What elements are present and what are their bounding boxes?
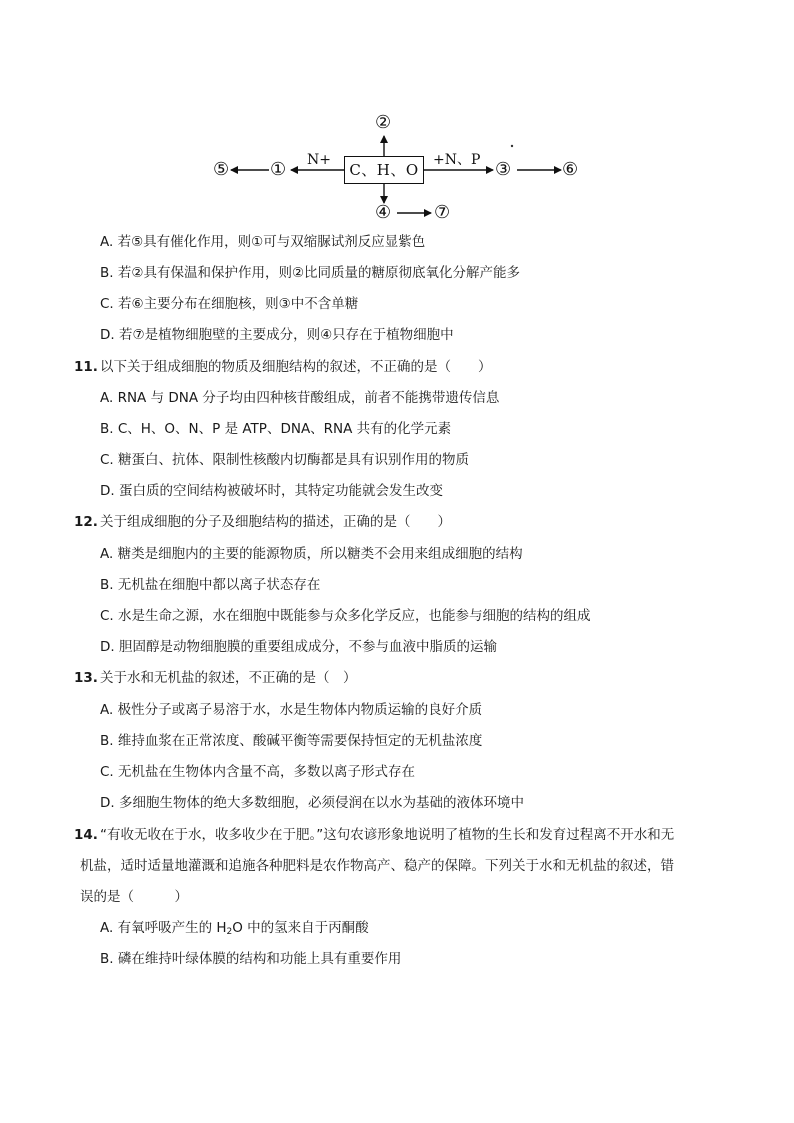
node-1: ① [270,159,287,180]
q13-stem: 关于水和无机盐的叙述，不正确的是（ ） [100,670,357,686]
q10-option-c: C. 若⑥主要分布在细胞核，则③中不含单糖 [100,296,359,312]
q11-option-a: A. RNA 与 DNA 分子均由四种核苷酸组成，前者不能携带遗传信息 [100,390,500,406]
q14-option-a-pre: A. 有氧呼吸产生的 H [100,920,227,936]
q11-number: 11. [74,359,98,375]
q14-option-a-post: O 中的氢来自于丙酮酸 [232,920,369,936]
q14-stem-line-1: “有收无收在于水，收多收少在于肥。”这句农谚形象地说明了植物的生长和发育过程离不开水和无 [100,827,675,843]
q13-option-d: D. 多细胞生物体的绝大多数细胞，必须侵润在以水为基础的液体环境中 [100,795,524,811]
q11-option-c: C. 糖蛋白、抗体、限制性核酸内切酶都是具有识别作用的物质 [100,452,470,468]
label-n-plus: N+ [307,152,331,168]
node-3: ③ [495,159,512,180]
center-box-cho [344,156,424,184]
q13-number: 13. [74,670,98,686]
q10-option-a: A. 若⑤具有催化作用，则①可与双缩脲试剂反应显紫色 [100,234,426,250]
stray-mark [511,145,513,147]
q12-option-a: A. 糖类是细胞内的主要的能源物质，所以糖类不会用来组成细胞的结构 [100,546,523,562]
q10-option-d: D. 若⑦是植物细胞壁的主要成分，则④只存在于植物细胞中 [100,327,454,343]
node-4: ④ [375,202,392,223]
q12-stem: 关于组成细胞的分子及细胞结构的描述，正确的是（ ） [100,514,451,530]
q14-option-b: B. 磷在维持叶绿体膜的结构和功能上具有重要作用 [100,951,402,967]
center-box-text: C、H、O [349,160,419,179]
node-2: ② [375,112,392,133]
label-plus-n-p: +N、P [433,152,481,168]
q13-option-c: C. 无机盐在生物体内含量不高，多数以离子形式存在 [100,764,416,780]
q11-stem: 以下关于组成细胞的物质及细胞结构的叙述，不正确的是（ ） [100,359,492,375]
q12-number: 12. [74,514,98,530]
node-5: ⑤ [213,159,230,180]
q14-option-a-subscript: 2 [226,927,233,937]
element-conversion-diagram [205,108,590,230]
q13-option-b: B. 维持血浆在正常浓度、酸碱平衡等需要保持恒定的无机盐浓度 [100,733,483,749]
q11-option-b: B. C、H、O、N、P 是 ATP、DNA、RNA 共有的化学元素 [100,421,452,437]
q12-option-d: D. 胆固醇是动物细胞膜的重要组成成分，不参与血液中脂质的运输 [100,639,497,655]
q10-option-b: B. 若②具有保温和保护作用，则②比同质量的糖原彻底氧化分解产能多 [100,265,521,281]
node-6: ⑥ [562,159,579,180]
q14-stem-line-2: 机盐，适时适量地灌溉和追施各种肥料是农作物高产、稳产的保障。下列关于水和无机盐的叙述，错 [80,858,674,874]
node-7: ⑦ [434,202,451,223]
q11-option-d: D. 蛋白质的空间结构被破坏时，其特定功能就会发生改变 [100,483,443,499]
q12-option-c: C. 水是生命之源，水在细胞中既能参与众多化学反应，也能参与细胞的结构的组成 [100,608,591,624]
q13-option-a: A. 极性分子或离子易溶于水，水是生物体内物质运输的良好介质 [100,702,483,718]
q14-stem-line-3: 误的是（ ） [80,889,188,905]
q14-number: 14. [74,827,98,843]
q12-option-b: B. 无机盐在细胞中都以离子状态存在 [100,577,321,593]
q14-option-a [100,919,369,937]
